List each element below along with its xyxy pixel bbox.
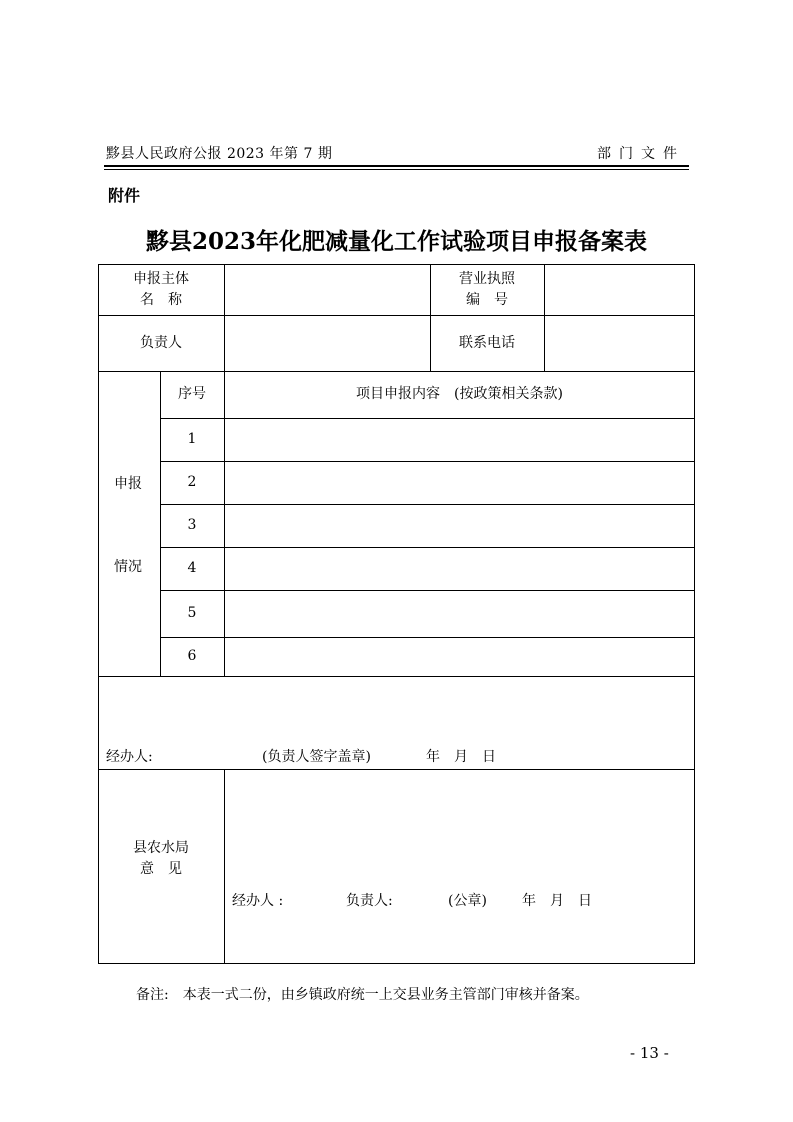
license-number-field[interactable]	[545, 265, 694, 315]
handler-label: 经办人:	[106, 749, 153, 765]
row-number: 3	[187, 517, 197, 533]
header-rule-thin	[104, 169, 689, 170]
content-field[interactable]	[225, 591, 694, 637]
bureau-handler-label: 经办人 :	[232, 893, 284, 909]
section-label-status: 情况	[114, 559, 142, 575]
content-field[interactable]	[225, 638, 694, 676]
attachment-label: 附件	[108, 186, 141, 205]
page-number: - 13 -	[630, 1044, 669, 1062]
bureau-manager-label: 负责人:	[346, 893, 393, 909]
sign-date: 年 月 日	[426, 749, 496, 765]
phone-field[interactable]	[545, 316, 694, 371]
row-divider	[98, 676, 695, 677]
content-field[interactable]	[225, 419, 694, 461]
section-label-apply: 申报	[114, 476, 142, 492]
row-number: 4	[187, 560, 197, 576]
applicant-name-label	[98, 264, 224, 315]
bureau-opinion-label	[98, 835, 224, 883]
license-label-line2: 编 号	[466, 291, 508, 308]
row-number: 6	[187, 648, 197, 664]
content-field[interactable]	[225, 548, 694, 590]
bulletin-header-section: 部门文件	[597, 146, 685, 162]
content-field[interactable]	[225, 505, 694, 547]
license-number-label	[430, 264, 544, 315]
bulletin-header-title: 黟县人民政府公报 2023 年第 7 期	[106, 146, 333, 162]
row-number: 2	[187, 474, 197, 490]
phone-label: 联系电话	[459, 334, 515, 351]
row-number: 5	[187, 605, 197, 621]
manager-field[interactable]	[225, 316, 430, 371]
applicant-label-line1: 申报主体	[133, 270, 189, 287]
footer-note: 备注: 本表一式二份，由乡镇政府统一上交县业务主管部门审核并备案。	[136, 987, 589, 1003]
manager-label: 负责人	[140, 334, 182, 351]
bureau-label-line1: 县农水局	[133, 840, 189, 856]
applicant-name-field[interactable]	[225, 265, 430, 315]
seq-header: 序号	[178, 386, 206, 402]
applicant-label-line2: 名 称	[140, 291, 182, 308]
bureau-date: 年 月 日	[522, 893, 592, 909]
page-title: 黟县2023年化肥减量化工作试验项目申报备案表	[145, 228, 647, 255]
signature-note: (负责人签字盖章)	[262, 749, 371, 765]
content-field[interactable]	[225, 462, 694, 504]
bureau-label-line2: 意 见	[140, 861, 182, 877]
header-rule-thick	[104, 165, 689, 167]
license-label-line1: 营业执照	[459, 270, 515, 287]
bureau-opinion-field[interactable]	[225, 770, 694, 880]
bureau-seal-note: (公章)	[448, 893, 487, 909]
content-header: 项目申报内容 (按政策相关条款)	[356, 386, 563, 402]
row-number: 1	[187, 431, 197, 447]
